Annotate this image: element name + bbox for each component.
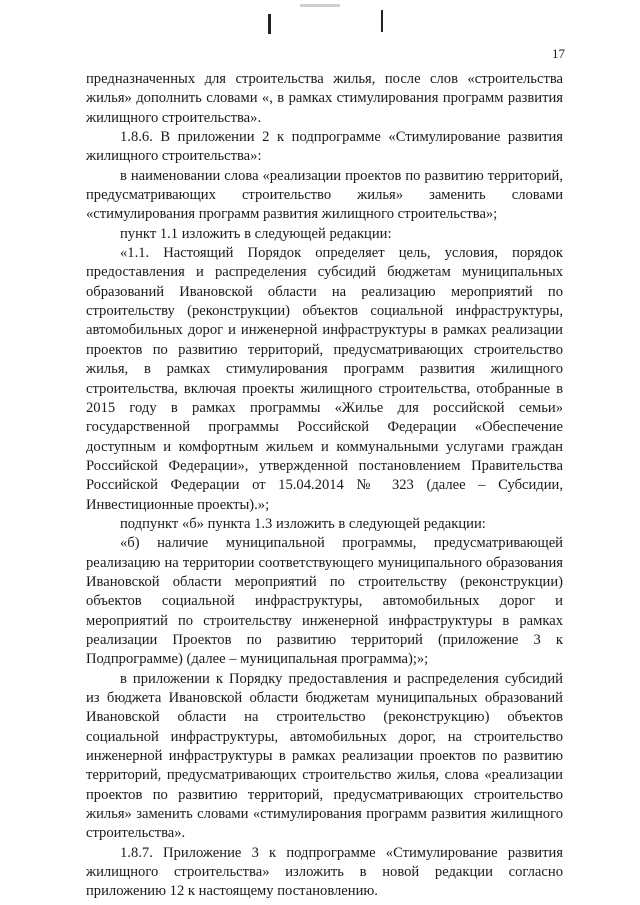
paragraph: в наименовании слова «реализации проектов по развитию территорий, предусматривающих строительство жилья» заменить словами «стимулирования программ развития жилищного строительства»;	[86, 167, 563, 223]
paragraph: предназначенных для строительства жилья, после слов «строительства жилья» дополнить словами «, в рамках стимулирования программ развития жилищного строительства».	[86, 71, 563, 126]
scan-artifact	[268, 14, 271, 34]
scan-artifact	[381, 10, 383, 32]
document-body	[86, 70, 563, 902]
paragraph: «1.1. Настоящий Порядок определяет цель, условия, порядок предоставления и распределения субсидий бюджетам муниципальных образований Ивановской области на реализацию мероприятий по строительству (реконструкции) объектов социальной инфраструктуры, автомобильных дорог и инженерной инфраструктуры в рамках реализации проектов по развитию территорий, предусматривающих строительство жилья, в рамках стимулирования программ развития жилищного строительства, включая проекты жилищного строительства, отобранные в 2015 году в рамках программы «Жилье для российской семьи» государственной программы Российской Федерации «Обеспечение доступным и комфортным жильем и коммунальными услугами граждан Российской Федерации», утвержденной постановлением Правительства Российской Федерации от 15.04.2014 № 323 (далее – Субсидии, Инвестиционные проекты).»;	[86, 245, 563, 513]
scan-artifact	[300, 4, 340, 7]
paragraph: 1.8.6. В приложении 2 к подпрограмме «Стимулирование развития жилищного строительства»:	[86, 129, 563, 165]
paragraph: «б) наличие муниципальной программы, предусматривающей реализацию на территории соответствующего муниципального образования Ивановской области мероприятий по строительству (реконструкции) объектов социальной инфраструктуры, автомобильных дорог и мероприятий по строительству инженерной инфраструктуры в рамках реализации Проектов по развитию территорий (приложение 3 к Подпрограмме) (далее – муниципальная программа);»;	[86, 535, 563, 668]
page-number: 17	[552, 46, 565, 61]
paragraph: пункт 1.1 изложить в следующей редакции:	[120, 225, 392, 242]
paragraph: в приложении к Порядку предоставления и распределения субсидий из бюджета Ивановской области бюджетам муниципальных образований Ивановской области на строительство (реконструкцию) объектов социальной инфраструктуры, автомобильных дорог, на строительство инженерной инфраструктуры в рамках реализации проектов по развитию территорий, предусматривающих строительство жилья, слова «реализации проектов по развитию территорий, предусматривающих строительство жилья» заменить словами «стимулирования программ развития жилищного строительства».	[86, 670, 563, 842]
paragraph: подпункт «б» пункта 1.3 изложить в следующей редакции:	[120, 515, 486, 532]
paragraph: 1.8.7. Приложение 3 к подпрограмме «Стимулирование развития жилищного строительства» изложить в новой редакции согласно приложению 12 к настоящему постановлению.	[86, 844, 563, 900]
